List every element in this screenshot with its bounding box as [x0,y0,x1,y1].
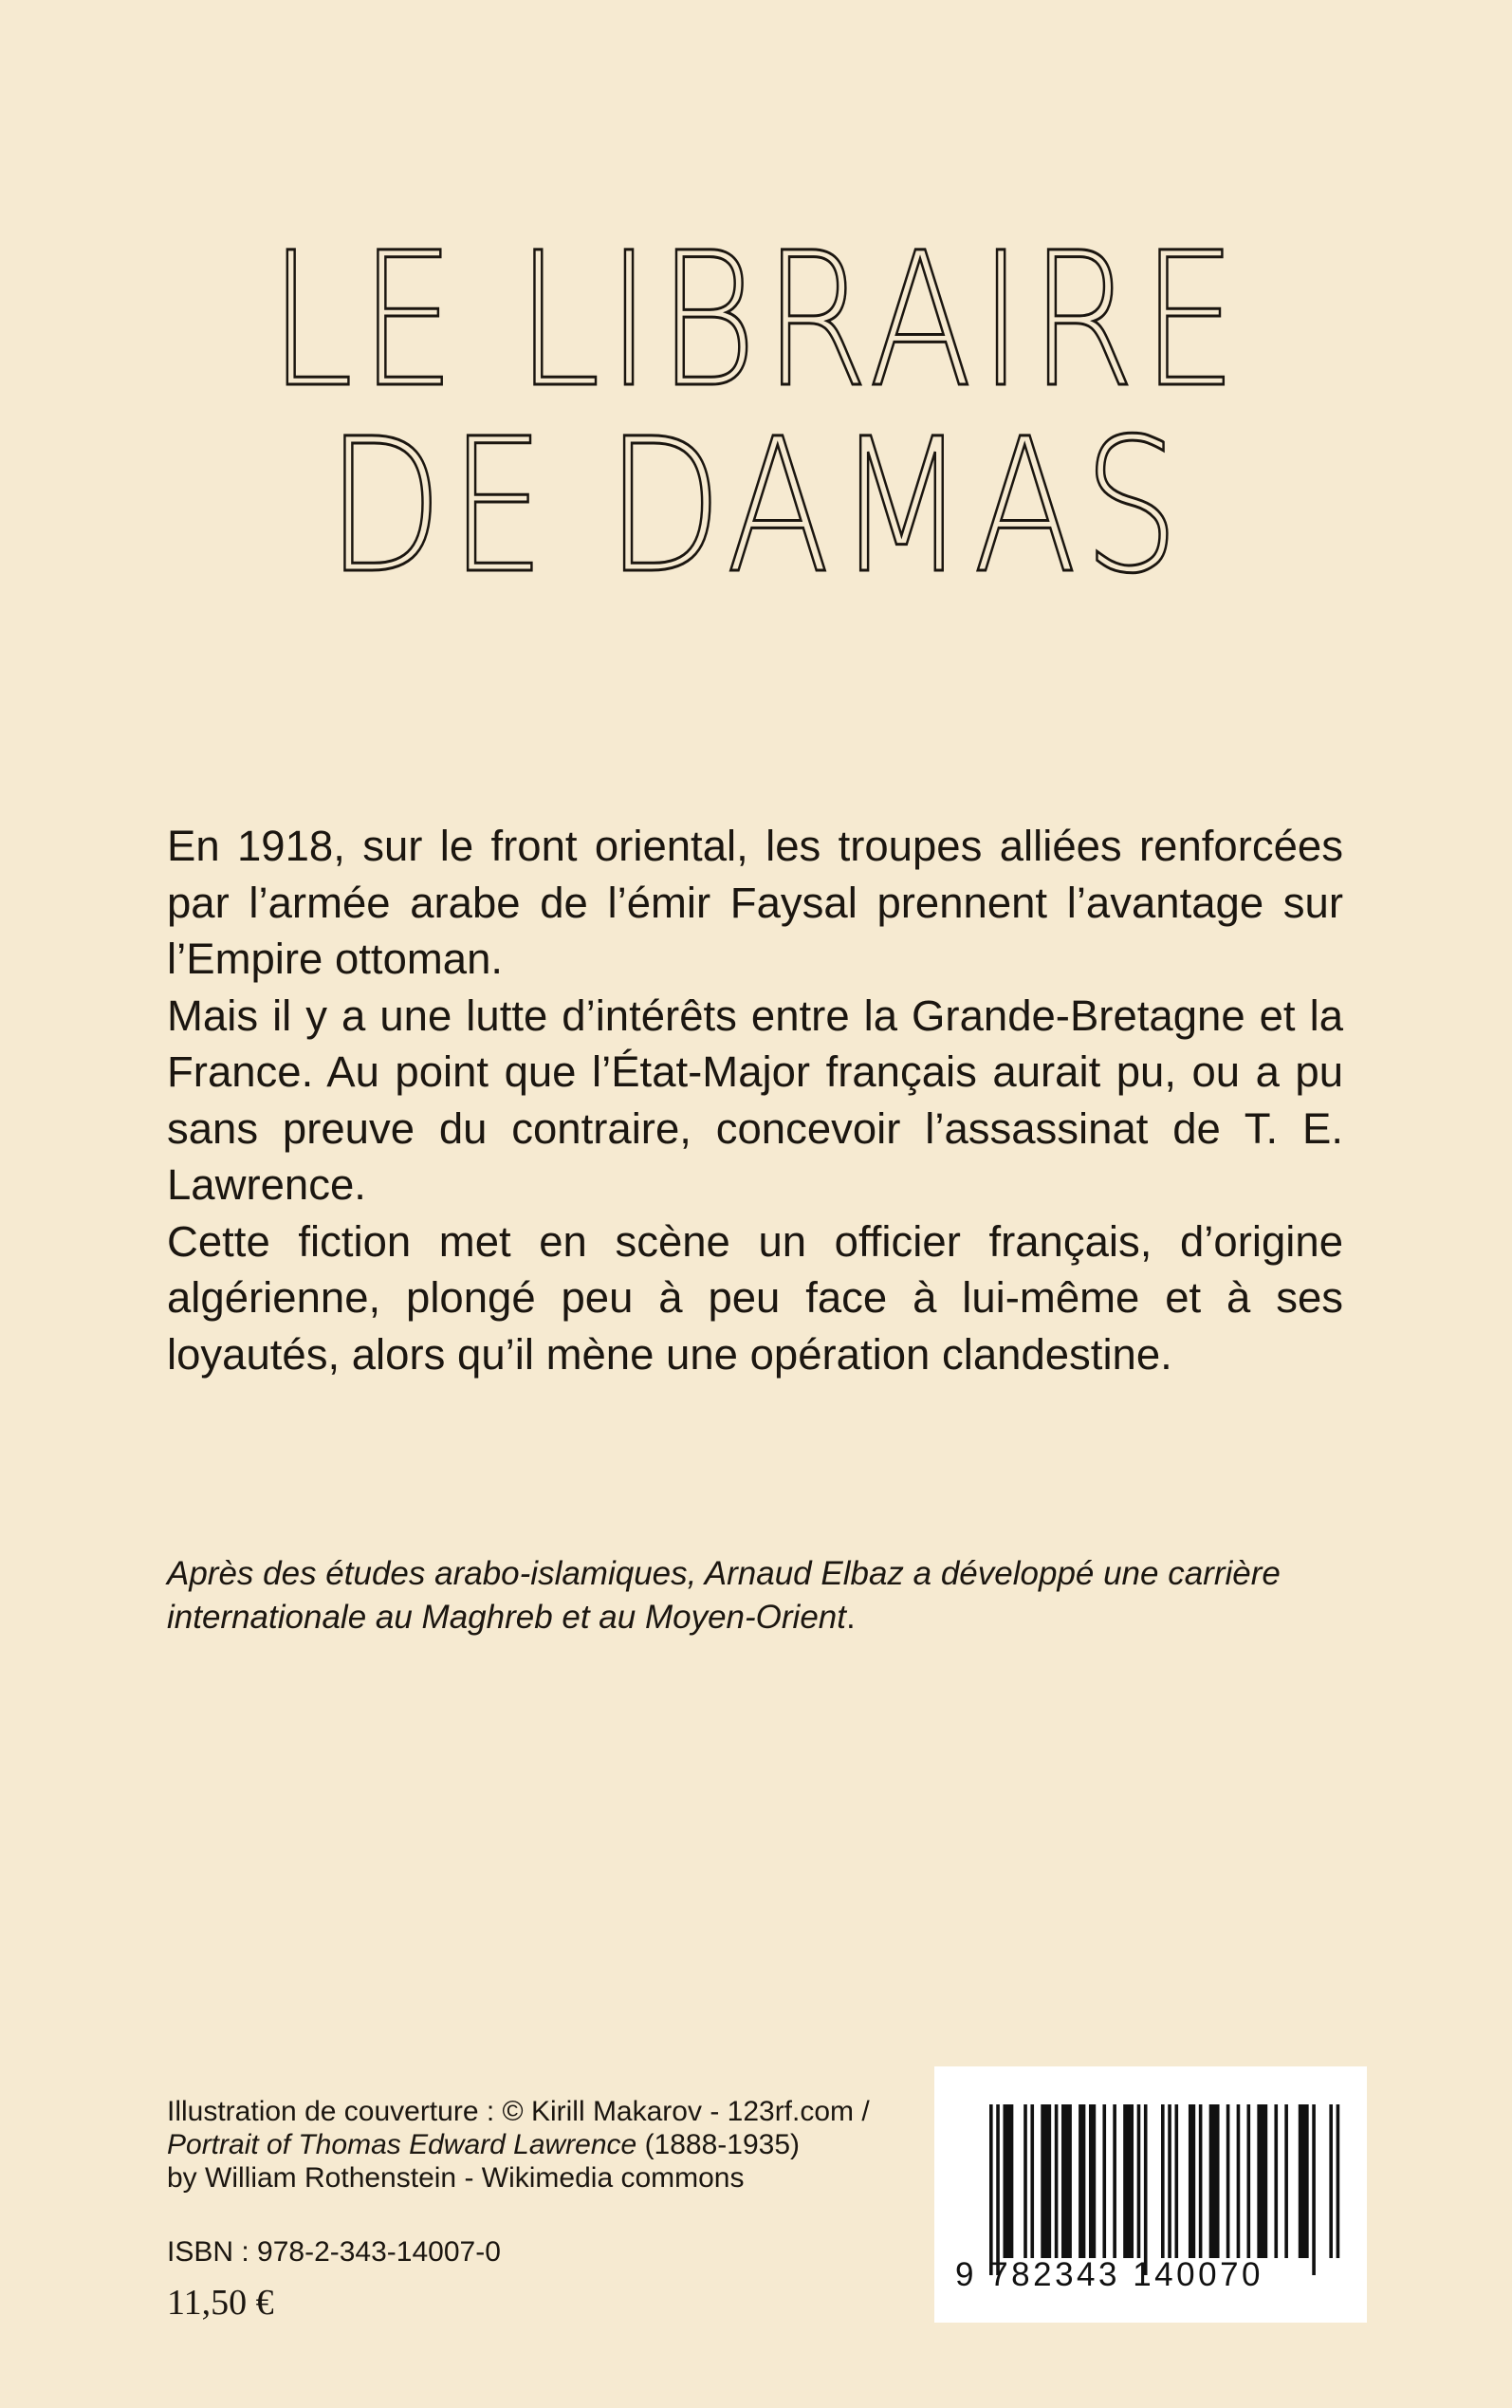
credits-line-1: Illustration de couverture : © Kirill Makarov - 123rf.com / [167,2096,870,2127]
barcode-bar [1089,2104,1096,2258]
barcode-bar [1329,2104,1333,2258]
barcode-bar [1257,2104,1267,2258]
credits-line-2 [167,2128,926,2161]
portrait-title: Portrait of Thomas Edward Lawrence [167,2129,637,2160]
barcode-bar [1144,2104,1148,2275]
barcode-bar [996,2104,1000,2275]
barcode-bar [1161,2104,1165,2258]
book-title [0,213,1512,614]
barcode-bar [1168,2104,1171,2258]
illustration-credits [167,2095,926,2195]
book-title-line-2: DE DAMAS [325,398,1186,614]
portrait-dates: (1888-1935) [636,2129,801,2160]
barcode-bar [1284,2104,1288,2258]
book-title-line-1: LE LIBRAIRE [268,213,1244,428]
barcode-bar [1102,2104,1106,2258]
barcode-bar [1055,2104,1059,2258]
barcode-bar [1312,2104,1316,2275]
barcode-bar [1023,2104,1027,2258]
barcode-digits: 9 782343 140070 [955,2256,1263,2293]
blurb-paragraph-3: Cette fiction met en scène un officier français, d’origine algérienne, plongé peu à peu face à lui-même et à ses loyautés, alors qu’il mène une opération clandestine. [167,1216,1343,1379]
barcode-bar [1003,2104,1013,2258]
back-cover-blurb [167,818,1343,1382]
barcode-bar [1030,2104,1034,2258]
barcode-bar [1226,2104,1230,2258]
blurb-paragraph-1: En 1918, sur le front oriental, les troupes alliées renforcées par l’armée arabe de l’émir Faysal prennent l’avantage sur l’Empire ottoman. [167,822,1343,983]
barcode-bar [1079,2104,1085,2258]
price: 11,50 € [167,2283,274,2323]
barcode-bar [1123,2104,1134,2258]
barcode-bar [989,2104,993,2275]
barcode-bar [1299,2104,1309,2258]
barcode-bar [1113,2104,1116,2258]
barcode-bar [1189,2104,1195,2258]
barcode-bar [1274,2104,1278,2258]
credits-line-3: by William Rothenstein - Wikimedia commons [167,2162,745,2194]
author-bio-text: Après des études arabo-islamiques, Arnaud Elbaz a développé une carrière internationale au Maghreb et au Moyen-Orient [167,1555,1281,1636]
barcode-bar [1174,2104,1178,2258]
barcode-bar [1209,2104,1220,2258]
isbn: ISBN : 978-2-343-14007-0 [167,2236,501,2268]
author-bio-period: . [845,1599,856,1636]
barcode-bar [1041,2104,1051,2258]
barcode-bar [1337,2104,1340,2258]
barcode-bar [1061,2104,1072,2258]
barcode-bars [934,2066,1367,2285]
author-bio [167,1552,1343,1639]
barcode-bar [1199,2104,1203,2258]
blurb-paragraph-2: Mais il y a une lutte d’intérêts entre la Grande-Bretagne et la France. Au point que l’État-Major français aurait pu, ou a pu sans preuve du contraire, concevoir l’assassinat de T. E. Lawrence. [167,991,1343,1209]
barcode-bar [1137,2104,1141,2258]
barcode [934,2066,1367,2323]
barcode-bar [1237,2104,1241,2258]
barcode-bar [1247,2104,1251,2258]
